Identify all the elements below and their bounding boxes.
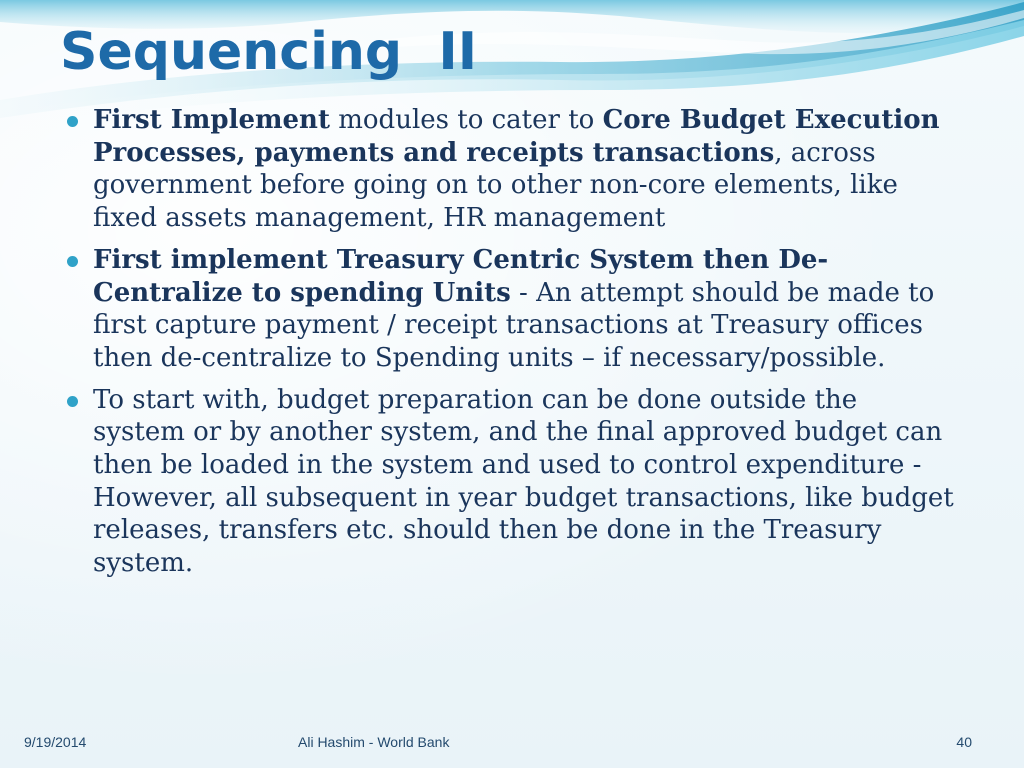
body-text: , across government before going on to other non-core elements, like fixed assets management, HR management <box>93 137 898 234</box>
bullet-item <box>64 384 954 580</box>
bold-text: Core Budget Execution Processes, payments and receipts transactions <box>93 105 940 168</box>
body-text: To start with, budget preparation can be done outside the system or by another system, and the final approved budget can then be loaded in the system and used to control expenditure - However, all subsequent in year budget transactions, like budget releases, transfers etc. should then be done in the Treasury system. <box>93 384 954 579</box>
body-text: modules to cater to <box>329 105 603 135</box>
bullet-list <box>64 104 954 589</box>
bold-text: First Implement <box>93 105 330 135</box>
slide-title: Sequencing II <box>60 22 478 82</box>
bullet-icon <box>67 116 78 127</box>
bullet-icon <box>67 256 78 267</box>
bullet-item <box>64 244 954 375</box>
footer-author: Ali Hashim - World Bank <box>298 734 450 750</box>
bold-text: First implement Treasury Centric System then De-Centralize to spending Units <box>93 244 829 308</box>
footer-page-number: 40 <box>956 734 972 750</box>
bullet-item <box>64 104 954 235</box>
footer-date: 9/19/2014 <box>24 734 87 750</box>
body-text: - An attempt should be made to first capture payment / receipt transactions at Treasury offices then de-centralize to Spending units – if necessary/possible. <box>93 277 935 373</box>
bullet-icon <box>67 396 78 407</box>
